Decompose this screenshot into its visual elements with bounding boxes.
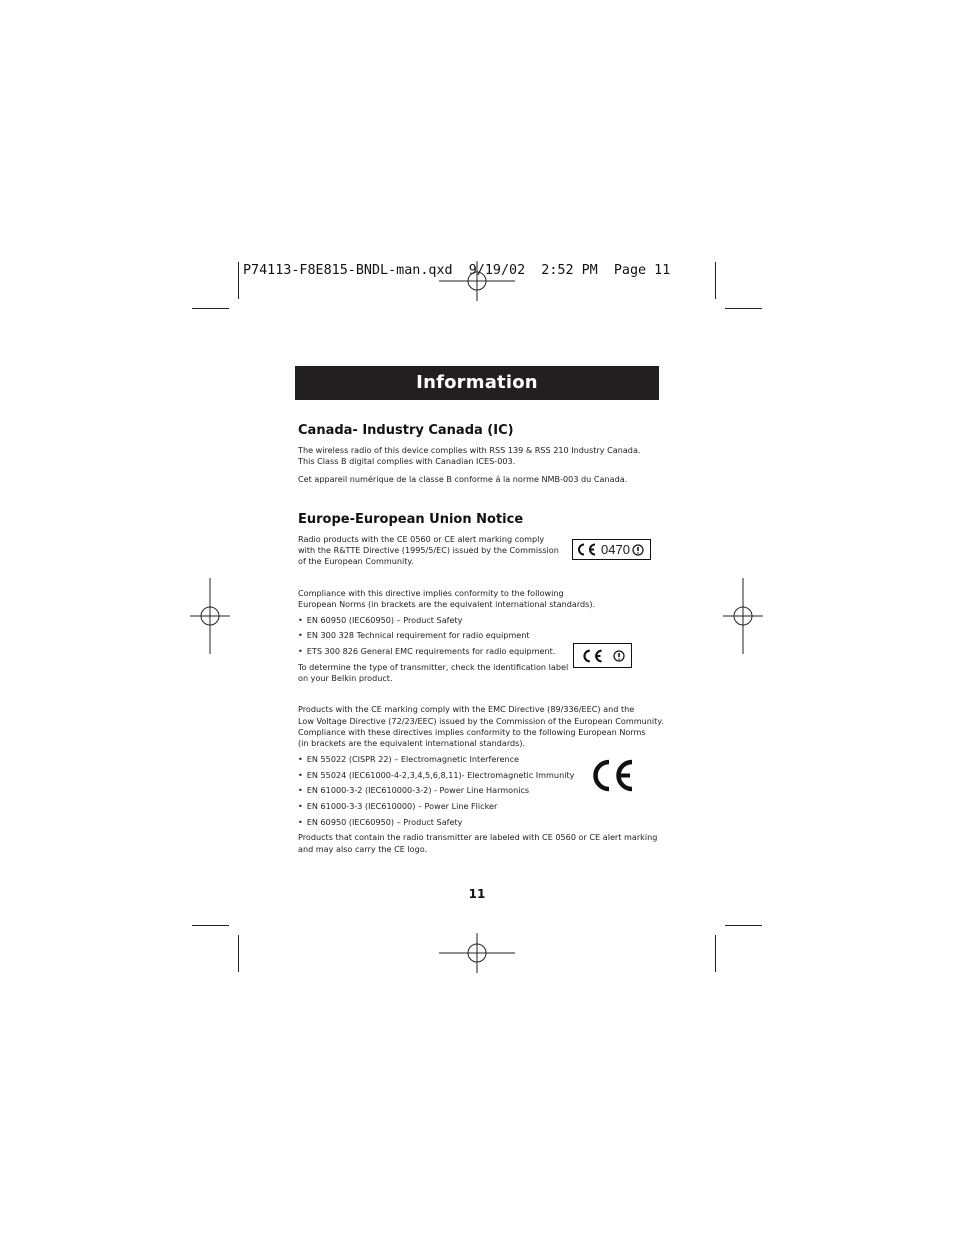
crop-mark (238, 935, 239, 972)
crop-mark (238, 262, 239, 299)
list-item-text: EN 60950 (IEC60950) – Product Safety (306, 817, 463, 827)
bullet: • (298, 630, 303, 640)
compliance-line: European Norms (in brackets are the equivalent international standards). (298, 599, 596, 609)
registration-mark-icon (172, 578, 248, 654)
emc-line: Low Voltage Directive (72/23/EEC) issued by the Commission of the European Community. (298, 716, 664, 726)
transmitter-line: To determine the type of transmitter, check the identification label (298, 662, 569, 672)
crop-mark (715, 262, 716, 299)
alert-icon (632, 544, 644, 556)
canada-para-line: This Class B digital complies with Canadian ICES-003. (298, 456, 516, 466)
list-item-text: EN 61000-3-2 (IEC610000-3-2) - Power Line Harmonics (306, 785, 530, 795)
crop-mark (192, 308, 229, 309)
compliance-line: Compliance with this directive implies conformity to the following (298, 588, 564, 598)
list-item (298, 801, 497, 812)
canada-para-line: The wireless radio of this device complies with RSS 139 & RSS 210 Industry Canada. (298, 445, 641, 455)
list-item (298, 785, 529, 796)
page-title: Information (295, 366, 659, 400)
bullet: • (298, 770, 303, 780)
list-item-text: EN 300 328 Technical requirement for radio equipment (306, 630, 530, 640)
bullet: • (298, 817, 303, 827)
closing-line: Products that contain the radio transmitter are labeled with CE 0560 or CE alert marking (298, 832, 658, 842)
bullet: • (298, 801, 303, 811)
emc-line: Compliance with these directives implies conformity to the following European Norms (298, 727, 646, 737)
crop-mark (715, 935, 716, 972)
list-item (298, 817, 462, 828)
registration-mark-icon (439, 915, 515, 991)
europe-heading: Europe-European Union Notice (298, 512, 524, 527)
ce-logo-icon (590, 758, 634, 793)
list-item-text: EN 60950 (IEC60950) – Product Safety (306, 615, 463, 625)
bullet: • (298, 785, 303, 795)
canada-french-para: Cet appareil numérique de la classe B conforme á la norme NMB-003 du Canada. (298, 474, 628, 484)
alert-icon (613, 650, 625, 662)
transmitter-line: on your Belkin product. (298, 673, 393, 683)
closing-line: and may also carry the CE logo. (298, 844, 428, 854)
crop-mark (192, 925, 229, 926)
list-item-text: EN 61000-3-3 (IEC610000) – Power Line Flicker (306, 801, 498, 811)
ce-number: 0470 (601, 542, 630, 557)
europe-intro-line: of the European Community. (298, 556, 414, 566)
registration-mark-icon (439, 243, 515, 319)
ce-0470-alert-mark (572, 539, 651, 560)
europe-intro-line: with the R&TTE Directive (1995/5/EC) issued by the Commission (298, 545, 559, 555)
emc-line: (in brackets are the equivalent international standards). (298, 738, 526, 748)
list-item (298, 646, 555, 657)
list-item (298, 770, 574, 781)
emc-line: Products with the CE marking comply with the EMC Directive (89/336/EEC) and the (298, 704, 635, 714)
canada-heading: Canada- Industry Canada (IC) (298, 423, 514, 438)
print-slug: P74113-F8E815-BNDL-man.qxd 9/19/02 2:52 PM Page 11 (243, 263, 671, 278)
crop-mark (725, 925, 762, 926)
list-item (298, 615, 462, 626)
bullet: • (298, 646, 303, 656)
list-item-text: ETS 300 826 General EMC requirements for radio equipment. (306, 646, 556, 656)
list-item-text: EN 55024 (IEC61000-4-2,3,4,5,6,8,11)- Electromagnetic Immunity (306, 770, 575, 780)
crop-mark (725, 308, 762, 309)
page-number: 11 (468, 887, 486, 901)
list-item (298, 754, 519, 765)
ce-mark-icon (576, 542, 598, 557)
registration-mark-icon (705, 578, 781, 654)
bullet: • (298, 754, 303, 764)
bullet: • (298, 615, 303, 625)
list-item (298, 630, 530, 641)
europe-intro-line: Radio products with the CE 0560 or CE alert marking comply (298, 534, 545, 544)
list-item-text: EN 55022 (CISPR 22) – Electromagnetic Interference (306, 754, 520, 764)
